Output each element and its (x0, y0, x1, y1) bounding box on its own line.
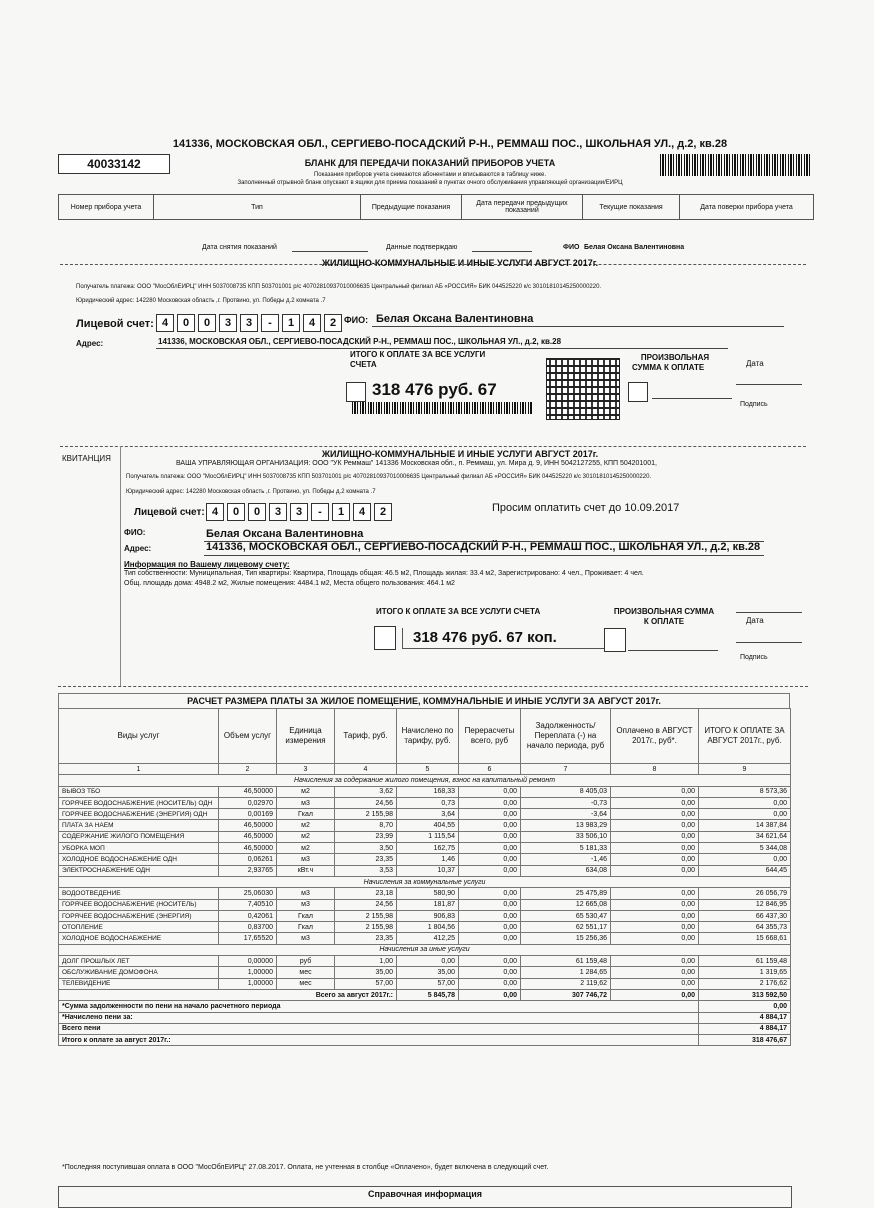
table-cell: 0,00 (611, 967, 699, 978)
stub-free-label-1: ПРОИЗВОЛЬНАЯ (640, 353, 710, 362)
table-cell: УБОРКА МОП (59, 843, 219, 854)
confirm-line[interactable] (472, 251, 532, 252)
meter-col-current: Текущие показания (583, 195, 680, 220)
table-cell: 0,00 (459, 888, 521, 899)
table-cell: 57,00 (335, 978, 397, 989)
calc-summary-value: 4 884,17 (699, 1012, 791, 1023)
table-cell: 0,00 (699, 809, 791, 820)
table-cell: 0,06261 (219, 854, 277, 865)
table-cell: 3,62 (335, 786, 397, 797)
calc-col-volume: Объем услуг (219, 709, 277, 764)
col-number: 9 (699, 764, 791, 775)
table-cell: 1 319,65 (699, 967, 791, 978)
table-cell: 12 665,08 (521, 899, 611, 910)
table-row (59, 899, 791, 910)
table-cell: 1 284,65 (521, 967, 611, 978)
calc-col-recalc: Перерасчеты всего, руб (459, 709, 521, 764)
table-cell: 26 056,79 (699, 888, 791, 899)
table-cell: 1,00000 (219, 978, 277, 989)
table-cell: 46,50000 (219, 820, 277, 831)
table-cell: 0,00 (611, 910, 699, 921)
col-number: 2 (219, 764, 277, 775)
header-address: 141336, МОСКОВСКАЯ ОБЛ., СЕРГИЕВО-ПОСАДСКИЙ Р-Н., РЕММАШ ПОС., ШКОЛЬНАЯ УЛ., д.2, кв.28 (172, 138, 728, 150)
digit-box: 2 (324, 314, 342, 332)
calc-summary-row (59, 1012, 791, 1023)
table-cell: м3 (277, 933, 335, 944)
table-cell: 24,56 (335, 797, 397, 808)
meter-col-check-date: Дата поверки прибора учета (680, 195, 814, 220)
stub-date-line[interactable] (736, 384, 802, 385)
meter-col-type: Тип (154, 195, 361, 220)
digit-box: - (311, 503, 329, 521)
stub-free-checkbox[interactable] (628, 382, 648, 402)
table-row (59, 956, 791, 967)
col-number: 3 (277, 764, 335, 775)
table-cell: ГОРЯЧЕЕ ВОДОСНАБЖЕНИЕ (НОСИТЕЛЬ) (59, 899, 219, 910)
table-cell: 0,00 (611, 854, 699, 865)
calc-total-row (59, 989, 791, 1000)
stub-address-line (156, 348, 728, 349)
table-cell: 0,00 (699, 797, 791, 808)
table-cell: 23,35 (335, 933, 397, 944)
table-row (59, 797, 791, 808)
form-title: БЛАНК ДЛЯ ПЕРЕДАЧИ ПОКАЗАНИЙ ПРИБОРОВ УЧЕТА (304, 158, 556, 168)
table-row (59, 922, 791, 933)
calc-summary-label: Всего пени (59, 1023, 699, 1034)
col-number: 6 (459, 764, 521, 775)
calc-table (58, 708, 791, 1046)
table-cell: 46,50000 (219, 843, 277, 854)
table-row (59, 831, 791, 842)
table-cell: м3 (277, 854, 335, 865)
table-cell: СОДЕРЖАНИЕ ЖИЛОГО ПОМЕЩЕНИЯ (59, 831, 219, 842)
table-cell: 162,75 (397, 843, 459, 854)
receipt-address-label: Адрес: (124, 544, 152, 553)
table-cell: 0,83700 (219, 922, 277, 933)
receipt-due-text: Просим оплатить счет до 10.09.2017 (492, 502, 680, 514)
receipt-fio-label: ФИО: (124, 528, 146, 537)
table-cell: 0,00 (459, 797, 521, 808)
table-cell: 1,00 (335, 956, 397, 967)
table-cell: 0,73 (397, 797, 459, 808)
digit-box: 0 (198, 314, 216, 332)
table-row (59, 910, 791, 921)
table-row (59, 967, 791, 978)
table-cell: 33 506,10 (521, 831, 611, 842)
calc-col-total: ИТОГО К ОПЛАТЕ ЗА АВГУСТ 2017г., руб. (699, 709, 791, 764)
table-cell: ПЛАТА ЗА НАЕМ (59, 820, 219, 831)
table-row (59, 933, 791, 944)
calc-col-debt: Задолженность/ Переплата (-) на начало периода, руб (521, 709, 611, 764)
table-cell: 0,42061 (219, 910, 277, 921)
calc-col-tariff: Тариф, руб. (335, 709, 397, 764)
table-cell: 5 181,33 (521, 843, 611, 854)
table-cell: 0,00 (611, 843, 699, 854)
digit-box: 3 (219, 314, 237, 332)
receipt-title: ЖИЛИЩНО-КОММУНАЛЬНЫЕ И ИНЫЕ УСЛУГИ АВГУСТ 2017г. (321, 449, 599, 459)
table-cell: 0,00 (611, 922, 699, 933)
table-cell: 61 159,48 (521, 956, 611, 967)
digit-box: 4 (353, 503, 371, 521)
receipt-org: ВАША УПРАВЛЯЮЩАЯ ОРГАНИЗАЦИЯ: ООО "УК Реммаш" 141336 Московская обл., п. Реммаш, ул. Мира д. 9, ИНН 5042127255, КПП 504201001, (176, 460, 657, 467)
table-cell: 10,37 (397, 865, 459, 876)
table-cell: 64 355,73 (699, 922, 791, 933)
qr-code-icon (546, 358, 620, 420)
col-number: 5 (397, 764, 459, 775)
table-cell: 0,00 (459, 978, 521, 989)
table-row (59, 978, 791, 989)
table-cell: 8,70 (335, 820, 397, 831)
table-cell: 2 155,98 (335, 922, 397, 933)
table-cell: 0,00 (459, 809, 521, 820)
digit-box: 3 (290, 503, 308, 521)
table-cell: 2 176,62 (699, 978, 791, 989)
table-cell: 0,00 (611, 786, 699, 797)
receipt-date-label: Дата (746, 616, 764, 625)
stub-free-label-2: СУММА К ОПЛАТЕ (632, 363, 705, 372)
table-cell: Гкал (277, 910, 335, 921)
stub-address-label: Адрес: (76, 339, 104, 348)
digit-box: 0 (227, 503, 245, 521)
receipt-fio-value: Белая Оксана Валентиновна (206, 528, 364, 540)
reference-title: Справочная информация (367, 1189, 482, 1199)
calc-summary-label: Итого к оплате за август 2017г.: (59, 1035, 699, 1046)
table-cell: мес (277, 967, 335, 978)
stub-total-checkbox[interactable] (346, 382, 366, 402)
table-cell: ГОРЯЧЕЕ ВОДОСНАБЖЕНИЕ (НОСИТЕЛЬ) ОДН (59, 797, 219, 808)
table-cell: 0,02970 (219, 797, 277, 808)
receipt-account-label: Лицевой счет: (134, 507, 205, 518)
stub-total-value: 318 476 руб. 67 (372, 380, 497, 399)
table-cell: 46,50000 (219, 831, 277, 842)
date-taken-line[interactable] (292, 251, 368, 252)
table-cell: ВОДООТВЕДЕНИЕ (59, 888, 219, 899)
table-cell: -1,46 (521, 854, 611, 865)
digit-box: 0 (177, 314, 195, 332)
confirm-fio-label: ФИО (563, 244, 580, 251)
table-cell: 0,00 (459, 910, 521, 921)
receipt-date-line[interactable] (736, 642, 802, 643)
stub-fio-label: ФИО: (344, 315, 369, 325)
table-cell: 2,93765 (219, 865, 277, 876)
table-cell: м2 (277, 843, 335, 854)
calc-section-row (59, 775, 791, 786)
calc-total-paid: 0,00 (611, 989, 699, 1000)
calc-total-accrued: 5 845,78 (397, 989, 459, 1000)
calc-summary-value: 318 476,67 (699, 1035, 791, 1046)
stub-title: ЖИЛИЩНО-КОММУНАЛЬНЫЕ И ИНЫЕ УСЛУГИ АВГУСТ 2017г. (321, 258, 599, 268)
table-cell: 0,00 (611, 899, 699, 910)
table-cell: -0,73 (521, 797, 611, 808)
table-cell: 0,00 (611, 797, 699, 808)
date-taken-label: Дата снятия показаний (202, 244, 277, 251)
table-cell: 25,06030 (219, 888, 277, 899)
calc-summary-label: *Начислено пени за: (59, 1012, 699, 1023)
calc-summary-row (59, 1023, 791, 1034)
table-cell: 35,00 (397, 967, 459, 978)
table-cell: 0,00 (459, 865, 521, 876)
table-cell: м2 (277, 786, 335, 797)
calc-summary-value: 0,00 (699, 1001, 791, 1012)
table-cell: 0,00 (611, 865, 699, 876)
header-account-number: 40033142 (58, 154, 170, 174)
digit-box: - (261, 314, 279, 332)
table-cell: 3,64 (397, 809, 459, 820)
table-cell: 404,55 (397, 820, 459, 831)
tear-line-3 (58, 686, 808, 687)
table-row (59, 888, 791, 899)
table-cell: 62 551,17 (521, 922, 611, 933)
table-cell: 0,00 (459, 967, 521, 978)
receipt-info-line-1: Тип собственности: Муниципальная, Тип квартиры: Квартира, Площадь общая: 46.5 м2, Площадь жилая: 33.4 м2, Зарегистрировано: 4 чел., Проживает: 4 чел. (124, 570, 644, 577)
receipt-free-label-2: К ОПЛАТЕ (643, 617, 685, 626)
calc-total-label: Всего за август 2017г.: (59, 989, 397, 1000)
receipt-total-checkbox[interactable] (374, 626, 396, 650)
receipt-payee: Получатель платежа: ООО "МосОблЕИРЦ" ИНН 5037008735 КПП 503701001 р/с 40702810937010006635 Центральный филиал АБ «РОССИЯ» БИК 044525220 к/с 30101810145250000220. (126, 474, 652, 480)
reference-box (58, 1186, 792, 1208)
table-cell: 0,00 (611, 809, 699, 820)
calc-summary-label: *Сумма задолженности по пени на начало расчетного периода (59, 1001, 699, 1012)
table-cell: 0,00 (459, 922, 521, 933)
stub-barcode (352, 402, 532, 414)
table-cell: 1 804,56 (397, 922, 459, 933)
receipt-info-line-2: Общ. площадь дома: 4948.2 м2, Жилые помещения: 4484.1 м2, Места общего пользования: 464.1 м2 (124, 580, 455, 587)
receipt-total-label: ИТОГО К ОПЛАТЕ ЗА ВСЕ УСЛУГИ СЧЕТА (376, 607, 541, 616)
table-cell: м2 (277, 820, 335, 831)
receipt-info-title: Информация по Вашему лицевому счету: (124, 560, 290, 569)
table-cell: 35,00 (335, 967, 397, 978)
table-cell: 1,00000 (219, 967, 277, 978)
stub-address-value: 141336, МОСКОВСКАЯ ОБЛ., СЕРГИЕВО-ПОСАДСКИЙ Р-Н., РЕММАШ ПОС., ШКОЛЬНАЯ УЛ., д.2, кв.28 (158, 337, 562, 346)
table-cell: 0,00 (459, 786, 521, 797)
stub-free-amount-line[interactable] (652, 398, 732, 399)
table-cell: -3,64 (521, 809, 611, 820)
table-cell: 15 256,36 (521, 933, 611, 944)
table-cell: ОТОПЛЕНИЕ (59, 922, 219, 933)
receipt-free-amount-line[interactable] (628, 650, 718, 651)
table-cell: 3,53 (335, 865, 397, 876)
table-cell: 3,50 (335, 843, 397, 854)
table-cell: 2 119,62 (521, 978, 611, 989)
table-cell: 0,00 (459, 831, 521, 842)
calc-summary-value: 4 884,17 (699, 1023, 791, 1034)
meter-col-number: Номер прибора учета (59, 195, 154, 220)
table-cell: ГОРЯЧЕЕ ВОДОСНАБЖЕНИЕ (ЭНЕРГИЯ) ОДН (59, 809, 219, 820)
table-cell: 0,00 (611, 956, 699, 967)
calc-title: РАСЧЕТ РАЗМЕРА ПЛАТЫ ЗА ЖИЛОЕ ПОМЕЩЕНИЕ, КОММУНАЛЬНЫЕ И ИНЫЕ УСЛУГИ ЗА АВГУСТ 2017г. (58, 693, 790, 708)
table-cell: 0,00 (397, 956, 459, 967)
table-cell: ГОРЯЧЕЕ ВОДОСНАБЖЕНИЕ (ЭНЕРГИЯ) (59, 910, 219, 921)
table-cell: 580,90 (397, 888, 459, 899)
table-cell: 0,00 (611, 933, 699, 944)
table-cell: 15 668,61 (699, 933, 791, 944)
table-row (59, 843, 791, 854)
table-cell: 7,40510 (219, 899, 277, 910)
table-cell: 0,00 (459, 956, 521, 967)
table-cell: 13 983,29 (521, 820, 611, 831)
calc-section-title: Начисления за иные услуги (59, 944, 791, 955)
confirm-label: Данные подтверждаю (386, 244, 458, 251)
table-cell: м3 (277, 899, 335, 910)
table-cell: ХОЛОДНОЕ ВОДОСНАБЖЕНИЕ ОДН (59, 854, 219, 865)
table-cell: 12 846,95 (699, 899, 791, 910)
table-cell: 0,00 (611, 888, 699, 899)
table-cell: ЭЛЕКТРОСНАБЖЕНИЕ ОДН (59, 865, 219, 876)
confirm-fio-value: Белая Оксана Валентиновна (584, 244, 685, 251)
table-cell: 46,50000 (219, 786, 277, 797)
calc-section-row (59, 944, 791, 955)
table-cell: 34 621,64 (699, 831, 791, 842)
col-number: 7 (521, 764, 611, 775)
table-cell: м3 (277, 888, 335, 899)
stub-sign-label: Подпись (740, 401, 768, 408)
stub-total-label-2: СЧЕТА (350, 360, 377, 369)
table-cell: кВт.ч (277, 865, 335, 876)
calc-col-accrued: Начислено по тарифу, руб. (397, 709, 459, 764)
digit-box: 4 (303, 314, 321, 332)
table-cell: ХОЛОДНОЕ ВОДОСНАБЖЕНИЕ (59, 933, 219, 944)
table-cell: м2 (277, 831, 335, 842)
table-row (59, 820, 791, 831)
calc-section-row (59, 876, 791, 887)
receipt-total-value: 318 476 руб. 67 коп. (402, 628, 605, 649)
table-cell: 23,18 (335, 888, 397, 899)
table-cell: 2 155,98 (335, 809, 397, 820)
table-row (59, 865, 791, 876)
table-cell: руб (277, 956, 335, 967)
table-row (59, 809, 791, 820)
barcode-top (660, 154, 810, 176)
col-number: 4 (335, 764, 397, 775)
meter-col-prev-date: Дата передачи предыдущих показаний (462, 195, 583, 220)
table-cell: 17,65520 (219, 933, 277, 944)
table-cell: 0,00 (611, 978, 699, 989)
table-cell: ОБСЛУЖИВАНИЕ ДОМОФОНА (59, 967, 219, 978)
table-cell: ТЕЛЕВИДЕНИЕ (59, 978, 219, 989)
table-cell: 0,00 (459, 820, 521, 831)
meter-col-prev: Предыдущие показания (361, 195, 462, 220)
meter-table (58, 194, 814, 220)
calc-summary-row (59, 1035, 791, 1046)
table-cell: 634,08 (521, 865, 611, 876)
stub-fio-line (372, 326, 784, 327)
table-cell: 0,00 (459, 933, 521, 944)
table-cell: 181,87 (397, 899, 459, 910)
receipt-free-label-1: ПРОИЗВОЛЬНАЯ СУММА (613, 607, 715, 616)
digit-box: 0 (248, 503, 266, 521)
receipt-side-label: КВИТАНЦИЯ (62, 454, 111, 463)
stub-total-label-1: ИТОГО К ОПЛАТЕ ЗА ВСЕ УСЛУГИ (350, 350, 486, 359)
stub-date-label: Дата (746, 359, 764, 368)
table-cell: 0,00 (699, 854, 791, 865)
digit-box: 4 (206, 503, 224, 521)
col-number: 1 (59, 764, 219, 775)
digit-box: 1 (332, 503, 350, 521)
calc-total-recalc: 0,00 (459, 989, 521, 1000)
receipt-sign-label: Подпись (740, 654, 768, 661)
calc-total-debt: 307 746,72 (521, 989, 611, 1000)
table-row (59, 854, 791, 865)
table-cell: 1,46 (397, 854, 459, 865)
table-cell: Гкал (277, 809, 335, 820)
form-note-2: Заполненный отрывной бланк опускают в ящики для приема показаний в пунктах очного обслуживания управляющей организации/ЕИРЦ (237, 180, 623, 186)
form-note-1: Показания приборов учета снимаются абонентами и вписываются в таблицу ниже. (313, 172, 547, 178)
table-cell: Гкал (277, 922, 335, 933)
receipt-legal-address: Юридический адрес: 142280 Московская область ,г. Протвино, ул. Победы д.2 комната .7 (126, 489, 376, 495)
stub-legal-address: Юридический адрес: 142280 Московская область ,г. Протвино, ул. Победы д.2 комната .7 (76, 298, 326, 304)
stub-payee: Получатель платежа: ООО "МосОблЕИРЦ" ИНН 5037008735 КПП 503701001 р/с 40702810937010006635 Центральный филиал АБ «РОССИЯ» БИК 044525220 к/с 30101810145250000220. (76, 284, 602, 290)
table-cell: ВЫВОЗ ТБО (59, 786, 219, 797)
table-cell: 0,00 (611, 831, 699, 842)
table-row (59, 786, 791, 797)
digit-box: 3 (240, 314, 258, 332)
receipt-date-line-top (736, 612, 802, 613)
table-cell: 644,45 (699, 865, 791, 876)
calc-col-unit: Единица измерения (277, 709, 335, 764)
receipt-address-value: 141336, МОСКОВСКАЯ ОБЛ., СЕРГИЕВО-ПОСАДСКИЙ Р-Н., РЕММАШ ПОС., ШКОЛЬНАЯ УЛ., д.2, кв.28 (206, 541, 761, 553)
calc-section-title: Начисления за содержание жилого помещения, взнос на капитальный ремонт (59, 775, 791, 786)
receipt-free-checkbox[interactable] (604, 628, 626, 652)
calc-col-paid: Оплачено в АВГУСТ 2017г., руб*. (611, 709, 699, 764)
calc-total-total: 313 592,50 (699, 989, 791, 1000)
table-cell: 8 405,03 (521, 786, 611, 797)
table-cell: 65 530,47 (521, 910, 611, 921)
table-cell: 23,99 (335, 831, 397, 842)
table-cell: 24,56 (335, 899, 397, 910)
table-cell: 906,83 (397, 910, 459, 921)
table-cell: 1 115,54 (397, 831, 459, 842)
stub-account-label: Лицевой счет: (76, 318, 154, 330)
table-cell: 0,00 (459, 843, 521, 854)
table-cell: 0,00 (459, 854, 521, 865)
calc-section-title: Начисления за коммунальные услуги (59, 876, 791, 887)
table-cell: 8 573,36 (699, 786, 791, 797)
table-cell: 2 155,98 (335, 910, 397, 921)
table-cell: 0,00169 (219, 809, 277, 820)
receipt-account-boxes (206, 503, 395, 521)
digit-box: 1 (282, 314, 300, 332)
digit-box: 2 (374, 503, 392, 521)
receipt-address-line (204, 555, 764, 556)
calc-col-service: Виды услуг (59, 709, 219, 764)
table-cell: 5 344,08 (699, 843, 791, 854)
table-cell: 0,00 (611, 820, 699, 831)
digit-box: 3 (269, 503, 287, 521)
table-cell: м3 (277, 797, 335, 808)
receipt-side-divider (120, 446, 121, 686)
table-cell: 23,35 (335, 854, 397, 865)
tear-line-2 (60, 446, 806, 447)
table-cell: ДОЛГ ПРОШЛЫХ ЛЕТ (59, 956, 219, 967)
table-cell: 61 159,48 (699, 956, 791, 967)
table-cell: 0,00000 (219, 956, 277, 967)
footnote: *Последняя поступившая оплата в ООО "МосОблЕИРЦ" 27.08.2017. Оплата, не учтенная в столбце «Оплачено», будет включена в следующий счет. (62, 1164, 549, 1171)
stub-account-boxes (156, 314, 345, 332)
col-number: 8 (611, 764, 699, 775)
table-cell: 66 437,30 (699, 910, 791, 921)
table-cell: 412,25 (397, 933, 459, 944)
table-cell: мес (277, 978, 335, 989)
table-cell: 168,33 (397, 786, 459, 797)
calc-summary-row (59, 1001, 791, 1012)
table-cell: 0,00 (459, 899, 521, 910)
digit-box: 4 (156, 314, 174, 332)
table-cell: 25 475,89 (521, 888, 611, 899)
table-cell: 57,00 (397, 978, 459, 989)
table-cell: 14 387,84 (699, 820, 791, 831)
stub-fio-value: Белая Оксана Валентиновна (376, 313, 534, 325)
